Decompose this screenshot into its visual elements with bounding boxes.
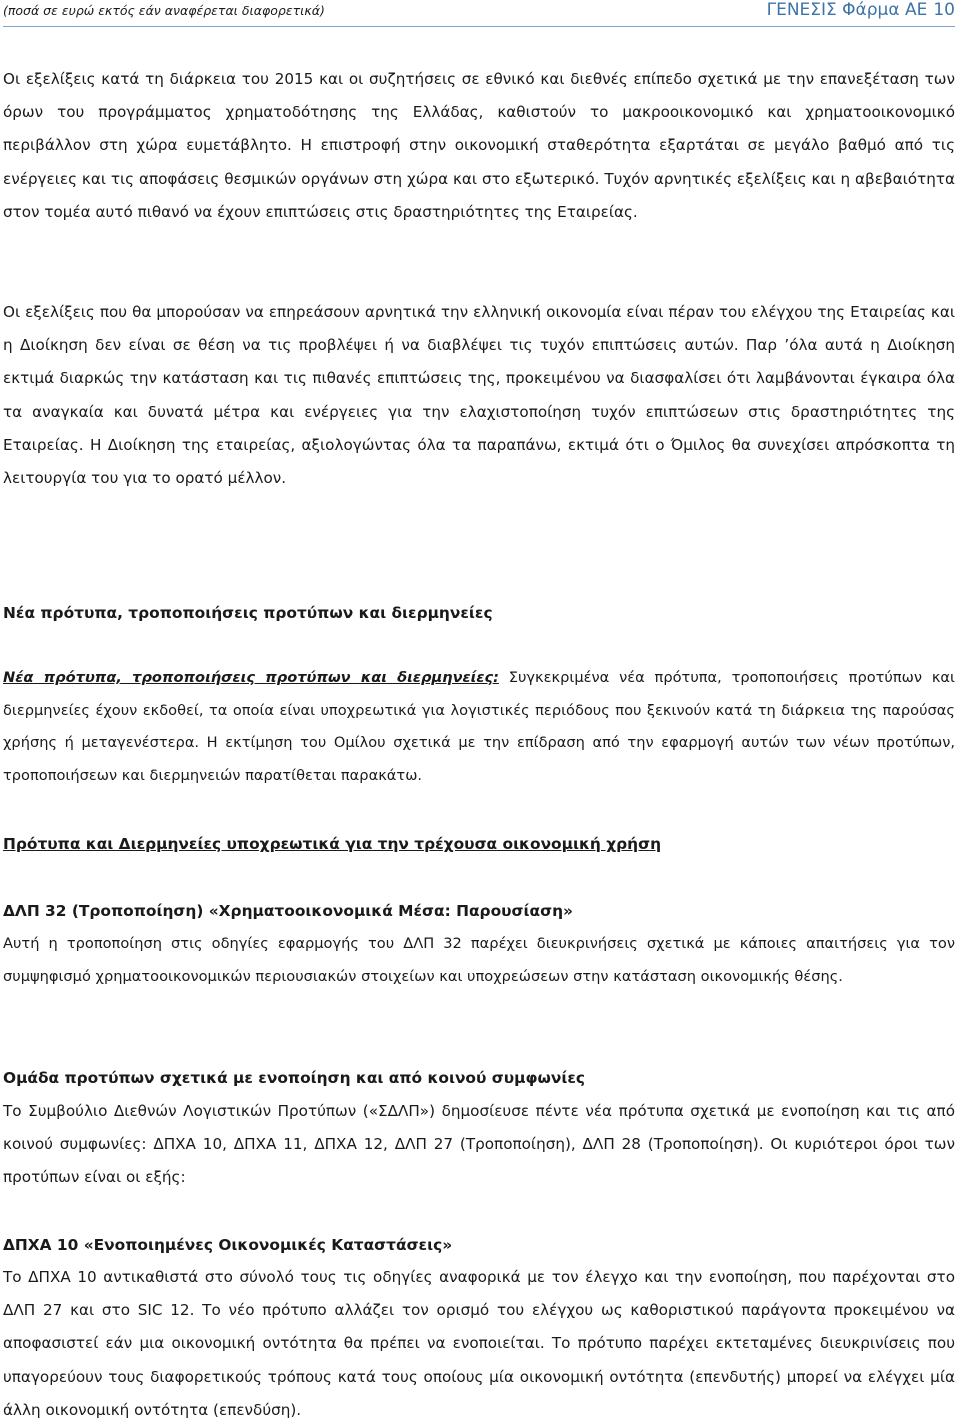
page-header	[3, 0, 955, 27]
paragraph-management-assessment: Οι εξελίξεις που θα μπορούσαν να επηρεάσουν αρνητικά την ελληνική οικονομία είναι πέραν του ελέγχου της Εταιρείας και η Διοίκηση δεν είναι σε θέση να τις προβλέψει ή να διαβλέψει τις τυχόν επιπτώσεις αυτών. Παρ ’όλα αυτά η Διοίκηση εκτιμά διαρκώς την κατάσταση και τις πιθανές επιπτώσεις της, προκειμένου να διασφαλίσει ότι λαμβάνονται έγκαιρα όλα τα αναγκαία και δυνατά μέτρα και ενέργειες για την ελαχιστοποίηση τυχόν επιπτώσεων στις δραστηριότητες της Εταιρείας. Η Διοίκηση της εταιρείας, αξιολογώντας όλα τα παραπάνω, εκτιμά ότι ο Όμιλος θα συνεχίσει απρόσκοπτα τη λειτουργία του για το ορατό μέλλον.	[3, 303, 955, 488]
paragraph-ifrs10: Το ΔΠΧΑ 10 αντικαθιστά στο σύνολό τους τις οδηγίες αναφορικά με τον έλεγχο και την ενοποίηση, που παρέχονται στο ΔΛΠ 27 και στο SIC 12. Το νέο πρότυπο αλλάζει τον ορισμό του ελέγχου ως καθοριστικού παράγοντα προκειμένου να αποφασιστεί εάν μια οικονομική οντότητα θα πρέπει να ενοποιείται. Το πρότυπο παρέχει εκτεταμένες διευκρινίσεις που υπαγορεύουν τους διαφορετικούς τρόπους κατά τους οποίους μία οικονομική οντότητα (επενδυτής) μπορεί να ελέγχει μία άλλη οικονομική οντότητα (επενδύση).	[3, 1268, 955, 1419]
paragraph-text: Συγκεκριμένα νέα πρότυπα, τροποποιήσεις προτύπων και διερμηνείες έχουν εκδοθεί, τα οποία είναι υποχρεωτικά για λογιστικές περιόδους που ξεκινούν κατά τη διάρκεια της παρούσας χρήσης ή μεταγενέστερα. Η εκτίμηση του Ομίλου σχετικά με την επίδραση από την εφαρμογή αυτών των νέων προτύπων, τροποποιήσεων και διερμηνειών παρατίθεται παρακάτω.	[3, 669, 955, 784]
page-number: 10	[933, 0, 955, 20]
paragraph-economic-environment: Οι εξελίξεις κατά τη διάρκεια του 2015 και οι συζητήσεις σε εθνικό και διεθνές επίπεδο σχετικά με την επανεξέταση των όρων του προγράμματος χρηματοδότησης της Ελλάδας, καθιστούν το μακροοικονομικό και χρηματοοικονομικό περιβάλλον στη χώρα ευμετάβλητο. Η επιστροφή στην οικονομική σταθερότητα εξαρτάται σε μεγάλο βαθμό από τις ενέργειες και τις αποφάσεις θεσμικών οργάνων στη χώρα και στο εξωτερικό. Τυχόν αρνητικές εξελίξεις και η αβεβαιότητα στον τομέα αυτό πιθανό να έχουν επιπτώσεις στις δραστηριότητες της Εταιρείας.	[3, 70, 955, 221]
currency-note: (ποσά σε ευρώ εκτός εάν αναφέρεται διαφορετικά)	[3, 3, 325, 18]
heading-new-standards: Νέα πρότυπα, τροποποιήσεις προτύπων και διερμηνείες	[3, 604, 493, 622]
paragraph-ias32: Αυτή η τροποποίηση στις οδηγίες εφαρμογής του ΔΛΠ 32 παρέχει διευκρινήσεις σχετικά με κάποιες απαιτήσεις για τον συμψηφισμό χρηματοοικονομικών περιουσιακών στοιχείων και υποχρεώσεων στην κατάσταση οικονομικής θέσης.	[3, 935, 955, 985]
paragraph-consolidation-group: Το Συμβούλιο Διεθνών Λογιστικών Προτύπων («ΣΔΛΠ») δημοσίευσε πέντε νέα πρότυπα σχετικά με ενοποίηση και τις από κοινού συμφωνίες: ΔΠΧΑ 10, ΔΠΧΑ 11, ΔΠΧΑ 12, ΔΛΠ 27 (Τροποποίηση), ΔΛΠ 28 (Τροποποίηση). Οι κυριότεροι όροι των προτύπων είναι οι εξής:	[3, 1102, 955, 1187]
company-header	[767, 0, 955, 20]
paragraph-lead: Νέα πρότυπα, τροποποιήσεις προτύπων και διερμηνείες:	[3, 669, 499, 686]
document-page	[3, 0, 955, 1424]
heading-consolidation-group: Ομάδα προτύπων σχετικά με ενοποίηση και από κοινού συμφωνίες	[3, 1069, 586, 1087]
heading-ias32: ΔΛΠ 32 (Τροποποίηση) «Χρηματοοικονομικά Μέσα: Παρουσίαση»	[3, 902, 573, 920]
paragraph-new-standards	[3, 662, 955, 792]
heading-ifrs10: ΔΠΧΑ 10 «Ενοποιημένες Οικονομικές Καταστάσεις»	[3, 1236, 453, 1254]
heading-mandatory-standards: Πρότυπα και Διερμηνείες υποχρεωτικά για την τρέχουσα οικονομική χρήση	[3, 835, 662, 853]
company-name: ΓΕΝΕΣΙΣ Φάρμα ΑΕ	[766, 0, 928, 20]
